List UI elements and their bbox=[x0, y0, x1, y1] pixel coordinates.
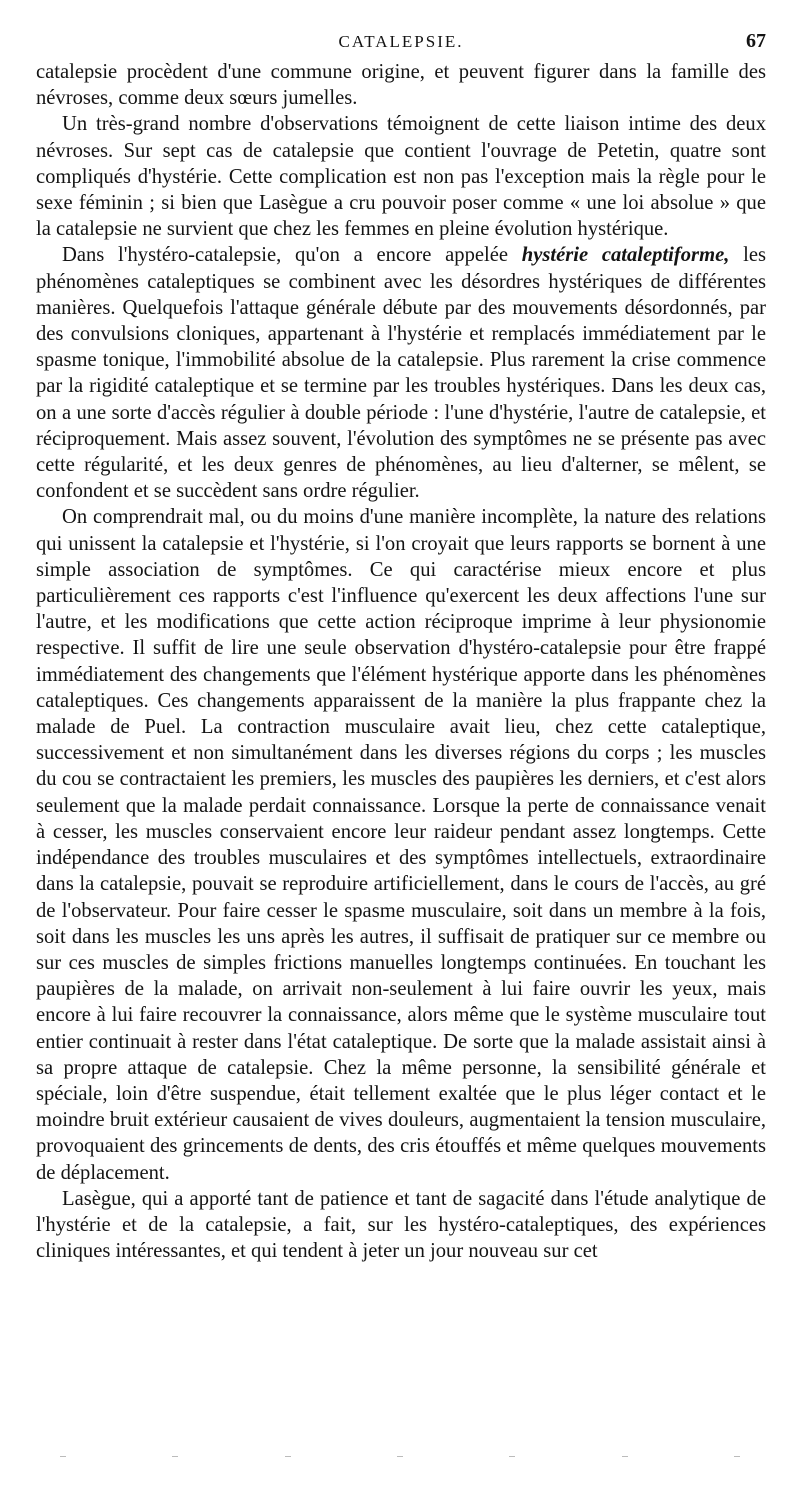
margin-dash bbox=[622, 1456, 628, 1457]
paragraph-4: On comprendrait mal, ou du moins d'une manière incomplète, la nature des relations qui unissent la catalepsie et l'hystérie, si l'on croyait que leurs rapports se bornent à une simple association de symptômes. Ce qui caractérise mieux encore et plus particulièrement ces rapports c'est l'influence qu'exercent les deux affections l'une sur l'autre, et les modifications que cette action réciproque imprime à leur physionomie respective. Il suffit de lire une seule observation d'hystéro-catalepsie pour être frappé immédiatement des changements que l'élément hystérique apporte dans les phénomènes cataleptiques. Ces changements apparaissent de la manière la plus frappante chez la malade de Puel. La contraction musculaire avait lieu, chez cette cataleptique, successivement et non simultanément dans les diverses régions du corps ; les muscles du cou se contractaient les premiers, les muscles des paupières les derniers, et c'est alors seulement que la malade perdait connaissance. Lorsque la perte de connaissance venait à cesser, les muscles conservaient encore leur raideur pendant assez longtemps. Cette indépendance des troubles musculaires et des symptômes intellectuels, extraordinaire dans la catalepsie, pouvait se reproduire artificiellement, dans le cours de l'accès, au gré de l'observateur. Pour faire cesser le spasme musculaire, soit dans un membre à la fois, soit dans les muscles les uns après les autres, il suffisait de pratiquer sur ce membre ou sur ces muscles de simples frictions manuelles longtemps continuées. En touchant les paupières de la malade, on arrivait non-seulement à lui faire ouvrir les yeux, mais encore à lui faire recouvrer la connaissance, alors même que le système musculaire tout entier continuait à rester dans l'état cataleptique. De sorte que la malade assistait ainsi à sa propre attaque de catalepsie. Chez la même personne, la sensibilité générale et spéciale, loin d'être suspendue, était tellement exaltée que le plus léger contact et le moindre bruit extérieur causaient de vives douleurs, augmentaient la tension musculaire, provoquaient des grincements de dents, des cris étouffés et même quelques mouvements de déplacement. bbox=[36, 506, 766, 1184]
paragraph-5: Lasègue, qui a apporté tant de patience et tant de sagacité dans l'étude analytique de l'hystérie et de la catalepsie, a fait, sur les hystéro-cataleptiques, des expériences cliniques intéressantes, et qui tendent à jeter un jour nouveau sur cet bbox=[36, 1187, 766, 1263]
body-text bbox=[36, 59, 766, 1264]
margin-dash bbox=[172, 1456, 178, 1457]
margin-dash bbox=[397, 1456, 403, 1457]
margin-dash bbox=[734, 1456, 740, 1457]
page-number: 67 bbox=[746, 30, 766, 52]
margin-dash bbox=[509, 1456, 515, 1457]
paragraph-3-lead: Dans l'hystéro-catalepsie, qu'on a encore appelée bbox=[62, 244, 522, 267]
page-header bbox=[36, 30, 766, 56]
paragraph-2: Un très-grand nombre d'observations témoignent de cette liaison intime des deux névroses. Sur sept cas de catalepsie que contient l'ouvrage de Petetin, quatre sont compliqués d'hystérie. Cette complication est non pas l'exception mais la règle pour le sexe féminin ; si bien que Lasègue a cru pouvoir poser comme « une loi absolue » que la catalepsie ne survient que chez les femmes en pleine évolution hystérique. bbox=[36, 113, 766, 241]
paragraph-3-rest: les phénomènes cataleptiques se combinent avec les désordres hystériques de différentes manières. Quelquefois l'attaque générale débute par des mouvements désordonnés, par des convulsions cloniques, appartenant à l'hystérie et remplacés immédiatement par le spasme tonique, l'immobilité absolue de la catalepsie. Plus rarement la crise commence par la rigidité cataleptique et se termine par les troubles hystériques. Dans les deux cas, on a une sorte d'accès régulier à double période : l'une d'hystérie, l'autre de catalepsie, et réciproquement. Mais assez souvent, l'évolution des symptômes ne se présente pas avec cette régularité, et les deux genres de phénomènes, au lieu d'alterner, se mêlent, se confondent et se succèdent sans ordre régulier. bbox=[36, 244, 767, 503]
emphasized-term: hystérie cataleptiforme, bbox=[521, 244, 730, 267]
margin-dash bbox=[285, 1456, 291, 1457]
paragraph-3 bbox=[36, 242, 766, 504]
margin-dash bbox=[60, 1456, 66, 1457]
scan-margin-marks bbox=[60, 1452, 740, 1460]
paragraph-1: catalepsie procèdent d'une commune origine, et peuvent figurer dans la famille des névroses, comme deux sœurs jumelles. bbox=[36, 61, 766, 110]
running-title: CATALEPSIE. bbox=[338, 32, 464, 51]
